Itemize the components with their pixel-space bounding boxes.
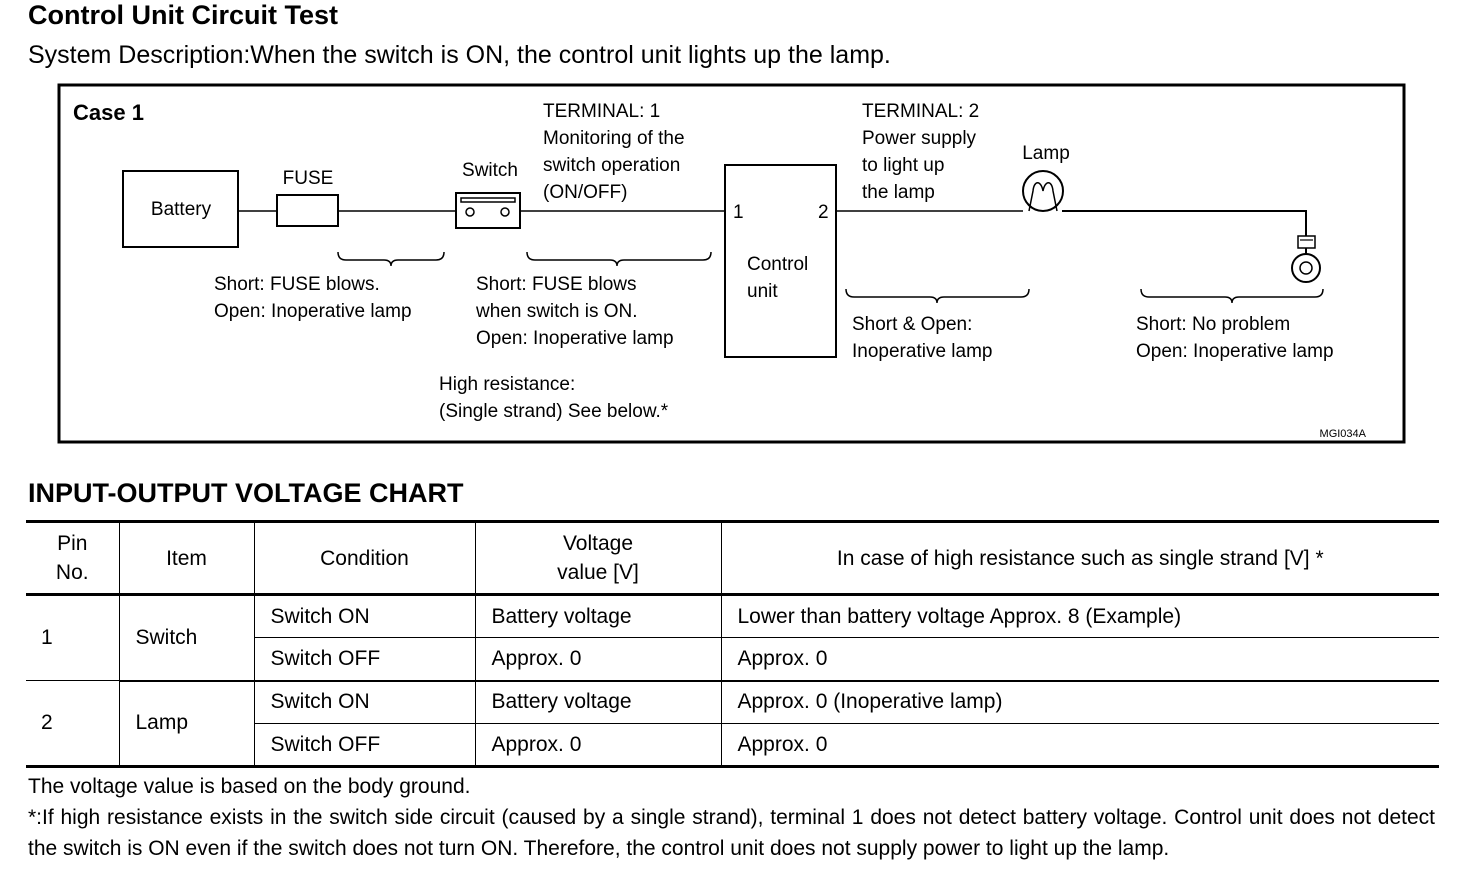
fuse-note-line2: Open: Inoperative lamp bbox=[214, 301, 412, 322]
voltage-chart-table bbox=[26, 520, 1439, 768]
cell-high-resistance: Approx. 0 (Inoperative lamp) bbox=[721, 681, 1439, 724]
terminal2-line4: the lamp bbox=[862, 182, 935, 203]
header-item: Item bbox=[119, 522, 254, 595]
note-high-resistance: *:If high resistance exists in the switch side circuit (caused by a single strand), terminal 1 does not detect battery voltage. Control unit does not detect the switch is ON even if the switch does not turn ON. Therefore, the control unit does not supply power to light up the lamp. bbox=[28, 806, 1435, 860]
cell-voltage: Battery voltage bbox=[475, 681, 721, 724]
terminal2-line2: Power supply bbox=[862, 128, 977, 149]
terminal2-line3: to light up bbox=[862, 155, 945, 176]
fuse-label: FUSE bbox=[282, 168, 334, 189]
cell-pin: 1 bbox=[26, 595, 119, 681]
pin1-label: 1 bbox=[733, 202, 744, 223]
header-voltage bbox=[475, 522, 721, 595]
control-unit-label-line2: unit bbox=[747, 281, 778, 302]
wire-lamp-ground bbox=[1062, 211, 1306, 236]
table-header-row bbox=[26, 522, 1439, 595]
voltage-chart-title: INPUT-OUTPUT VOLTAGE CHART bbox=[28, 478, 464, 508]
ground-note-line1: Short: No problem bbox=[1136, 314, 1291, 335]
terminal1-line1: TERMINAL: 1 bbox=[543, 101, 661, 122]
fuse-note-line1: Short: FUSE blows. bbox=[214, 274, 380, 295]
ground-note-line2: Open: Inoperative lamp bbox=[1136, 341, 1334, 362]
cell-condition: Switch ON bbox=[254, 681, 475, 724]
system-description: System Description:When the switch is ON, the control unit lights up the lamp. bbox=[28, 41, 891, 69]
terminal1-line2: Monitoring of the bbox=[543, 128, 685, 149]
battery-label: Battery bbox=[150, 199, 212, 220]
switch-note-line3: Open: Inoperative lamp bbox=[476, 328, 674, 349]
cell-pin: 2 bbox=[26, 681, 119, 767]
lamp-icon bbox=[1023, 171, 1063, 211]
fuse-icon bbox=[277, 195, 338, 226]
page-title: Control Unit Circuit Test bbox=[28, 0, 338, 30]
header-pin bbox=[26, 522, 119, 595]
cell-high-resistance: Approx. 0 bbox=[721, 724, 1439, 767]
switch-note-line2: when switch is ON. bbox=[476, 301, 638, 322]
lamp-label: Lamp bbox=[1022, 143, 1070, 164]
switch-note-line1: Short: FUSE blows bbox=[476, 274, 637, 295]
header-high-resistance: In case of high resistance such as single strand [V] * bbox=[721, 522, 1439, 595]
ground-icon bbox=[1292, 236, 1320, 282]
switch-icon bbox=[456, 193, 520, 228]
brace-control-unit-lamp bbox=[846, 289, 1029, 303]
header-pin-line2: No. bbox=[55, 561, 89, 584]
cell-voltage: Battery voltage bbox=[475, 595, 721, 638]
brace-switch-control-unit bbox=[527, 252, 711, 266]
note-body-ground: The voltage value is based on the body ground. bbox=[28, 775, 471, 798]
terminal2-line1: TERMINAL: 2 bbox=[862, 101, 980, 122]
cell-item: Switch bbox=[119, 595, 254, 681]
switch-label: Switch bbox=[462, 160, 518, 181]
output-note-line2: Inoperative lamp bbox=[852, 341, 993, 362]
cell-high-resistance: Lower than battery voltage Approx. 8 (Example) bbox=[721, 595, 1439, 638]
cell-condition: Switch ON bbox=[254, 595, 475, 638]
cell-condition: Switch OFF bbox=[254, 638, 475, 681]
figure-code: MGI034A bbox=[1319, 428, 1366, 440]
notes bbox=[28, 771, 1435, 864]
cell-voltage: Approx. 0 bbox=[475, 724, 721, 767]
header-voltage-line2: value [V] bbox=[557, 561, 639, 584]
brace-fuse-switch bbox=[338, 252, 444, 266]
cell-high-resistance: Approx. 0 bbox=[721, 638, 1439, 681]
table-row bbox=[26, 681, 1439, 724]
table-row bbox=[26, 595, 1439, 638]
cell-condition: Switch OFF bbox=[254, 724, 475, 767]
cell-voltage: Approx. 0 bbox=[475, 638, 721, 681]
terminal1-line3: switch operation bbox=[543, 155, 681, 176]
high-resistance-line2: (Single strand) See below.* bbox=[439, 401, 669, 422]
output-note-line1: Short & Open: bbox=[852, 314, 973, 335]
terminal1-line4: (ON/OFF) bbox=[543, 182, 628, 203]
case-label: Case 1 bbox=[73, 100, 144, 125]
control-unit-label-line1: Control bbox=[747, 254, 809, 275]
brace-lamp-ground bbox=[1141, 289, 1323, 303]
high-resistance-line1: High resistance: bbox=[439, 374, 576, 395]
cell-item: Lamp bbox=[119, 681, 254, 767]
header-pin-line1: Pin bbox=[57, 532, 88, 555]
header-condition: Condition bbox=[254, 522, 475, 595]
header-voltage-line1: Voltage bbox=[562, 532, 634, 555]
pin2-label: 2 bbox=[818, 202, 829, 223]
